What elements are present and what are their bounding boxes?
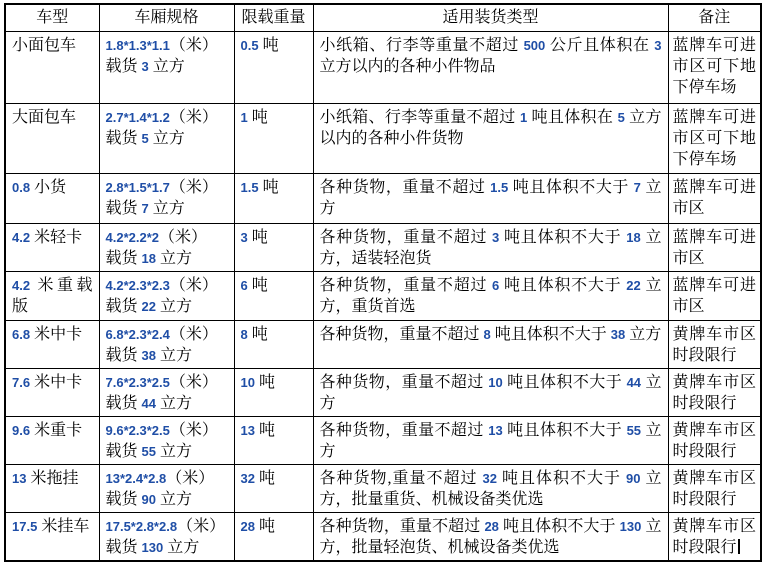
cell-load[interactable]: 10 吨 <box>234 368 313 416</box>
cell-vehicle[interactable]: 0.8 小货 <box>5 173 99 223</box>
numeric-value: 90 <box>626 470 641 486</box>
header-vehicle-type[interactable]: 车型 <box>5 4 99 31</box>
table-row <box>5 173 761 223</box>
numeric-value: 4.2 <box>12 277 31 293</box>
table-row <box>5 464 761 512</box>
numeric-value: 13*2.4*2.8 <box>105 470 167 486</box>
numeric-value: 1 <box>240 109 248 125</box>
numeric-value: 44 <box>141 395 156 411</box>
cell-load[interactable]: 13 吨 <box>234 416 313 464</box>
cell-spec[interactable]: 6.8*2.3*2.4（米） 载货 38 立方 <box>99 320 234 368</box>
numeric-value: 5 <box>141 130 149 146</box>
numeric-value: 44 <box>626 374 642 390</box>
header-cargo-type[interactable]: 适用装货类型 <box>313 4 668 31</box>
header-row <box>5 4 761 31</box>
cell-load[interactable]: 1.5 吨 <box>234 173 313 223</box>
text-cursor <box>738 539 740 554</box>
numeric-value: 500 <box>523 37 546 53</box>
numeric-value: 55 <box>626 422 642 438</box>
numeric-value: 32 <box>240 470 255 486</box>
cell-spec[interactable]: 2.7*1.4*1.2（米） 载货 5 立方 <box>99 103 234 173</box>
cell-load[interactable]: 3 吨 <box>234 223 313 271</box>
numeric-value: 13 <box>12 470 27 486</box>
numeric-value: 13 <box>488 422 503 438</box>
numeric-value: 130 <box>619 518 642 534</box>
table-row <box>5 223 761 271</box>
numeric-value: 32 <box>482 470 497 486</box>
numeric-value: 17.5*2.8*2.8 <box>105 518 178 534</box>
header-load-limit[interactable]: 限载重量 <box>234 4 313 31</box>
cell-vehicle[interactable]: 13 米拖挂 <box>5 464 99 512</box>
numeric-value: 18 <box>626 229 641 245</box>
cell-cargo[interactable]: 各种货物，重量不超过 28 吨且体积不大于 130 立方，批量轻泡货、机械设备类优选 <box>313 512 668 561</box>
numeric-value: 3 <box>492 229 500 245</box>
cell-load[interactable]: 0.5 吨 <box>234 31 313 103</box>
table-row <box>5 416 761 464</box>
numeric-value: 6.8 <box>12 326 31 342</box>
numeric-value: 10 <box>488 374 503 390</box>
cell-remark[interactable]: 黄牌车市区时段限行 <box>668 416 761 464</box>
numeric-value: 7 <box>141 200 149 216</box>
numeric-value: 9.6 <box>12 422 31 438</box>
cell-vehicle[interactable]: 9.6 米重卡 <box>5 416 99 464</box>
cell-spec[interactable]: 4.2*2.3*2.3（米） 载货 22 立方 <box>99 271 234 320</box>
numeric-value: 130 <box>141 539 164 555</box>
cell-cargo[interactable]: 各种货物，重量不超过 13 吨且体积不大于 55 立方 <box>313 416 668 464</box>
table-body <box>5 31 761 561</box>
table-row <box>5 31 761 103</box>
numeric-value: 6.8*2.3*2.4 <box>105 326 170 342</box>
numeric-value: 0.5 <box>240 37 259 53</box>
numeric-value: 8 <box>240 326 248 342</box>
numeric-value: 8 <box>483 326 491 342</box>
cell-remark[interactable]: 黄牌车市区时段限行 <box>668 368 761 416</box>
cell-spec[interactable]: 4.2*2.2*2（米） 载货 18 立方 <box>99 223 234 271</box>
numeric-value: 7.6 <box>12 374 31 390</box>
numeric-value: 1 <box>519 109 528 125</box>
cell-cargo[interactable]: 各种货物，重量不超过 10 吨且体积不大于 44 立方 <box>313 368 668 416</box>
cell-remark[interactable]: 蓝牌车可进市区 <box>668 271 761 320</box>
table-row <box>5 368 761 416</box>
numeric-value: 38 <box>141 347 156 363</box>
numeric-value: 2.8*1.5*1.7 <box>105 179 170 195</box>
cell-load[interactable]: 6 吨 <box>234 271 313 320</box>
numeric-value: 7.6*2.3*2.5 <box>105 374 170 390</box>
header-remark[interactable]: 备注 <box>668 4 761 31</box>
cell-cargo[interactable]: 小纸箱、行李等重量不超过 500 公斤且体积在 3 立方以内的各种小件物品 <box>313 31 668 103</box>
numeric-value: 10 <box>240 374 255 390</box>
cell-spec[interactable]: 7.6*2.3*2.5（米） 载货 44 立方 <box>99 368 234 416</box>
numeric-value: 1.5 <box>490 179 509 195</box>
cell-load[interactable]: 32 吨 <box>234 464 313 512</box>
numeric-value: 4.2*2.2*2 <box>105 229 159 245</box>
cell-cargo[interactable]: 小纸箱、行李等重量不超过 1 吨且体积在 5 立方以内的各种小件货物 <box>313 103 668 173</box>
header-box-spec[interactable]: 车厢规格 <box>99 4 234 31</box>
numeric-value: 0.8 <box>12 179 31 195</box>
vehicle-spec-table <box>4 3 762 562</box>
numeric-value: 6 <box>240 277 248 293</box>
cell-load[interactable]: 1 吨 <box>234 103 313 173</box>
numeric-value: 28 <box>240 518 255 534</box>
cell-vehicle[interactable]: 17.5 米挂车 <box>5 512 99 561</box>
cell-remark[interactable]: 黄牌车市区时段限行 <box>668 512 761 561</box>
numeric-value: 9.6*2.3*2.5 <box>105 422 170 438</box>
cell-load[interactable]: 8 吨 <box>234 320 313 368</box>
numeric-value: 55 <box>141 443 156 459</box>
numeric-value: 90 <box>141 491 156 507</box>
cell-cargo[interactable]: 各种货物，重量不超过 3 吨且体积不大于 18 立方，适装轻泡货 <box>313 223 668 271</box>
cell-spec[interactable]: 17.5*2.8*2.8（米） 载货 130 立方 <box>99 512 234 561</box>
cell-remark[interactable]: 黄牌车市区时段限行 <box>668 320 761 368</box>
cell-vehicle[interactable]: 6.8 米中卡 <box>5 320 99 368</box>
table-row <box>5 103 761 173</box>
numeric-value: 18 <box>141 250 156 266</box>
cell-spec[interactable]: 13*2.4*2.8（米） 载货 90 立方 <box>99 464 234 512</box>
table-row <box>5 271 761 320</box>
cell-remark[interactable]: 蓝牌车可进市区 <box>668 223 761 271</box>
cell-cargo[interactable]: 各种货物，重量不超过 1.5 吨且体积不大于 7 立方 <box>313 173 668 223</box>
numeric-value: 38 <box>610 326 626 342</box>
table-row <box>5 320 761 368</box>
cell-remark[interactable]: 蓝牌车可进市区可下地下停车场 <box>668 31 761 103</box>
cell-remark[interactable]: 黄牌车市区时段限行 <box>668 464 761 512</box>
cell-cargo[interactable]: 各种货物，重量不超过 6 吨且体积不大于 22 立方，重货首选 <box>313 271 668 320</box>
numeric-value: 6 <box>492 277 500 293</box>
cell-spec[interactable]: 1.8*1.3*1.1（米） 载货 3 立方 <box>99 31 234 103</box>
numeric-value: 3 <box>240 229 248 245</box>
cell-spec[interactable]: 2.8*1.5*1.7（米） 载货 7 立方 <box>99 173 234 223</box>
table-row <box>5 512 761 561</box>
numeric-value: 4.2 <box>12 229 31 245</box>
cell-cargo[interactable]: 各种货物，重量不超过 8 吨且体积不大于 38 立方 <box>313 320 668 368</box>
numeric-value: 22 <box>141 298 156 314</box>
cell-cargo[interactable]: 各种货物,重量不超过 32 吨且体积不大于 90 立方，批量重货、机械设备类优选 <box>313 464 668 512</box>
cell-vehicle[interactable]: 4.2 米重载版 <box>5 271 99 320</box>
cell-load[interactable]: 28 吨 <box>234 512 313 561</box>
numeric-value: 7 <box>633 179 641 195</box>
cell-vehicle[interactable]: 4.2 米轻卡 <box>5 223 99 271</box>
numeric-value: 3 <box>654 37 662 53</box>
numeric-value: 5 <box>617 109 625 125</box>
numeric-value: 17.5 <box>12 518 38 534</box>
cell-remark[interactable]: 蓝牌车可进市区 <box>668 173 761 223</box>
cell-remark[interactable]: 蓝牌车可进市区可下地下停车场 <box>668 103 761 173</box>
numeric-value: 3 <box>141 58 149 74</box>
cell-vehicle[interactable]: 大面包车 <box>5 103 99 173</box>
cell-vehicle[interactable]: 7.6 米中卡 <box>5 368 99 416</box>
numeric-value: 13 <box>240 422 255 438</box>
numeric-value: 28 <box>484 518 499 534</box>
numeric-value: 4.2*2.3*2.3 <box>105 277 170 293</box>
numeric-value: 1.5 <box>240 179 259 195</box>
numeric-value: 1.8*1.3*1.1 <box>105 37 170 53</box>
cell-spec[interactable]: 9.6*2.3*2.5（米） 载货 55 立方 <box>99 416 234 464</box>
numeric-value: 2.7*1.4*1.2 <box>105 109 170 125</box>
cell-vehicle[interactable]: 小面包车 <box>5 31 99 103</box>
numeric-value: 22 <box>626 277 641 293</box>
